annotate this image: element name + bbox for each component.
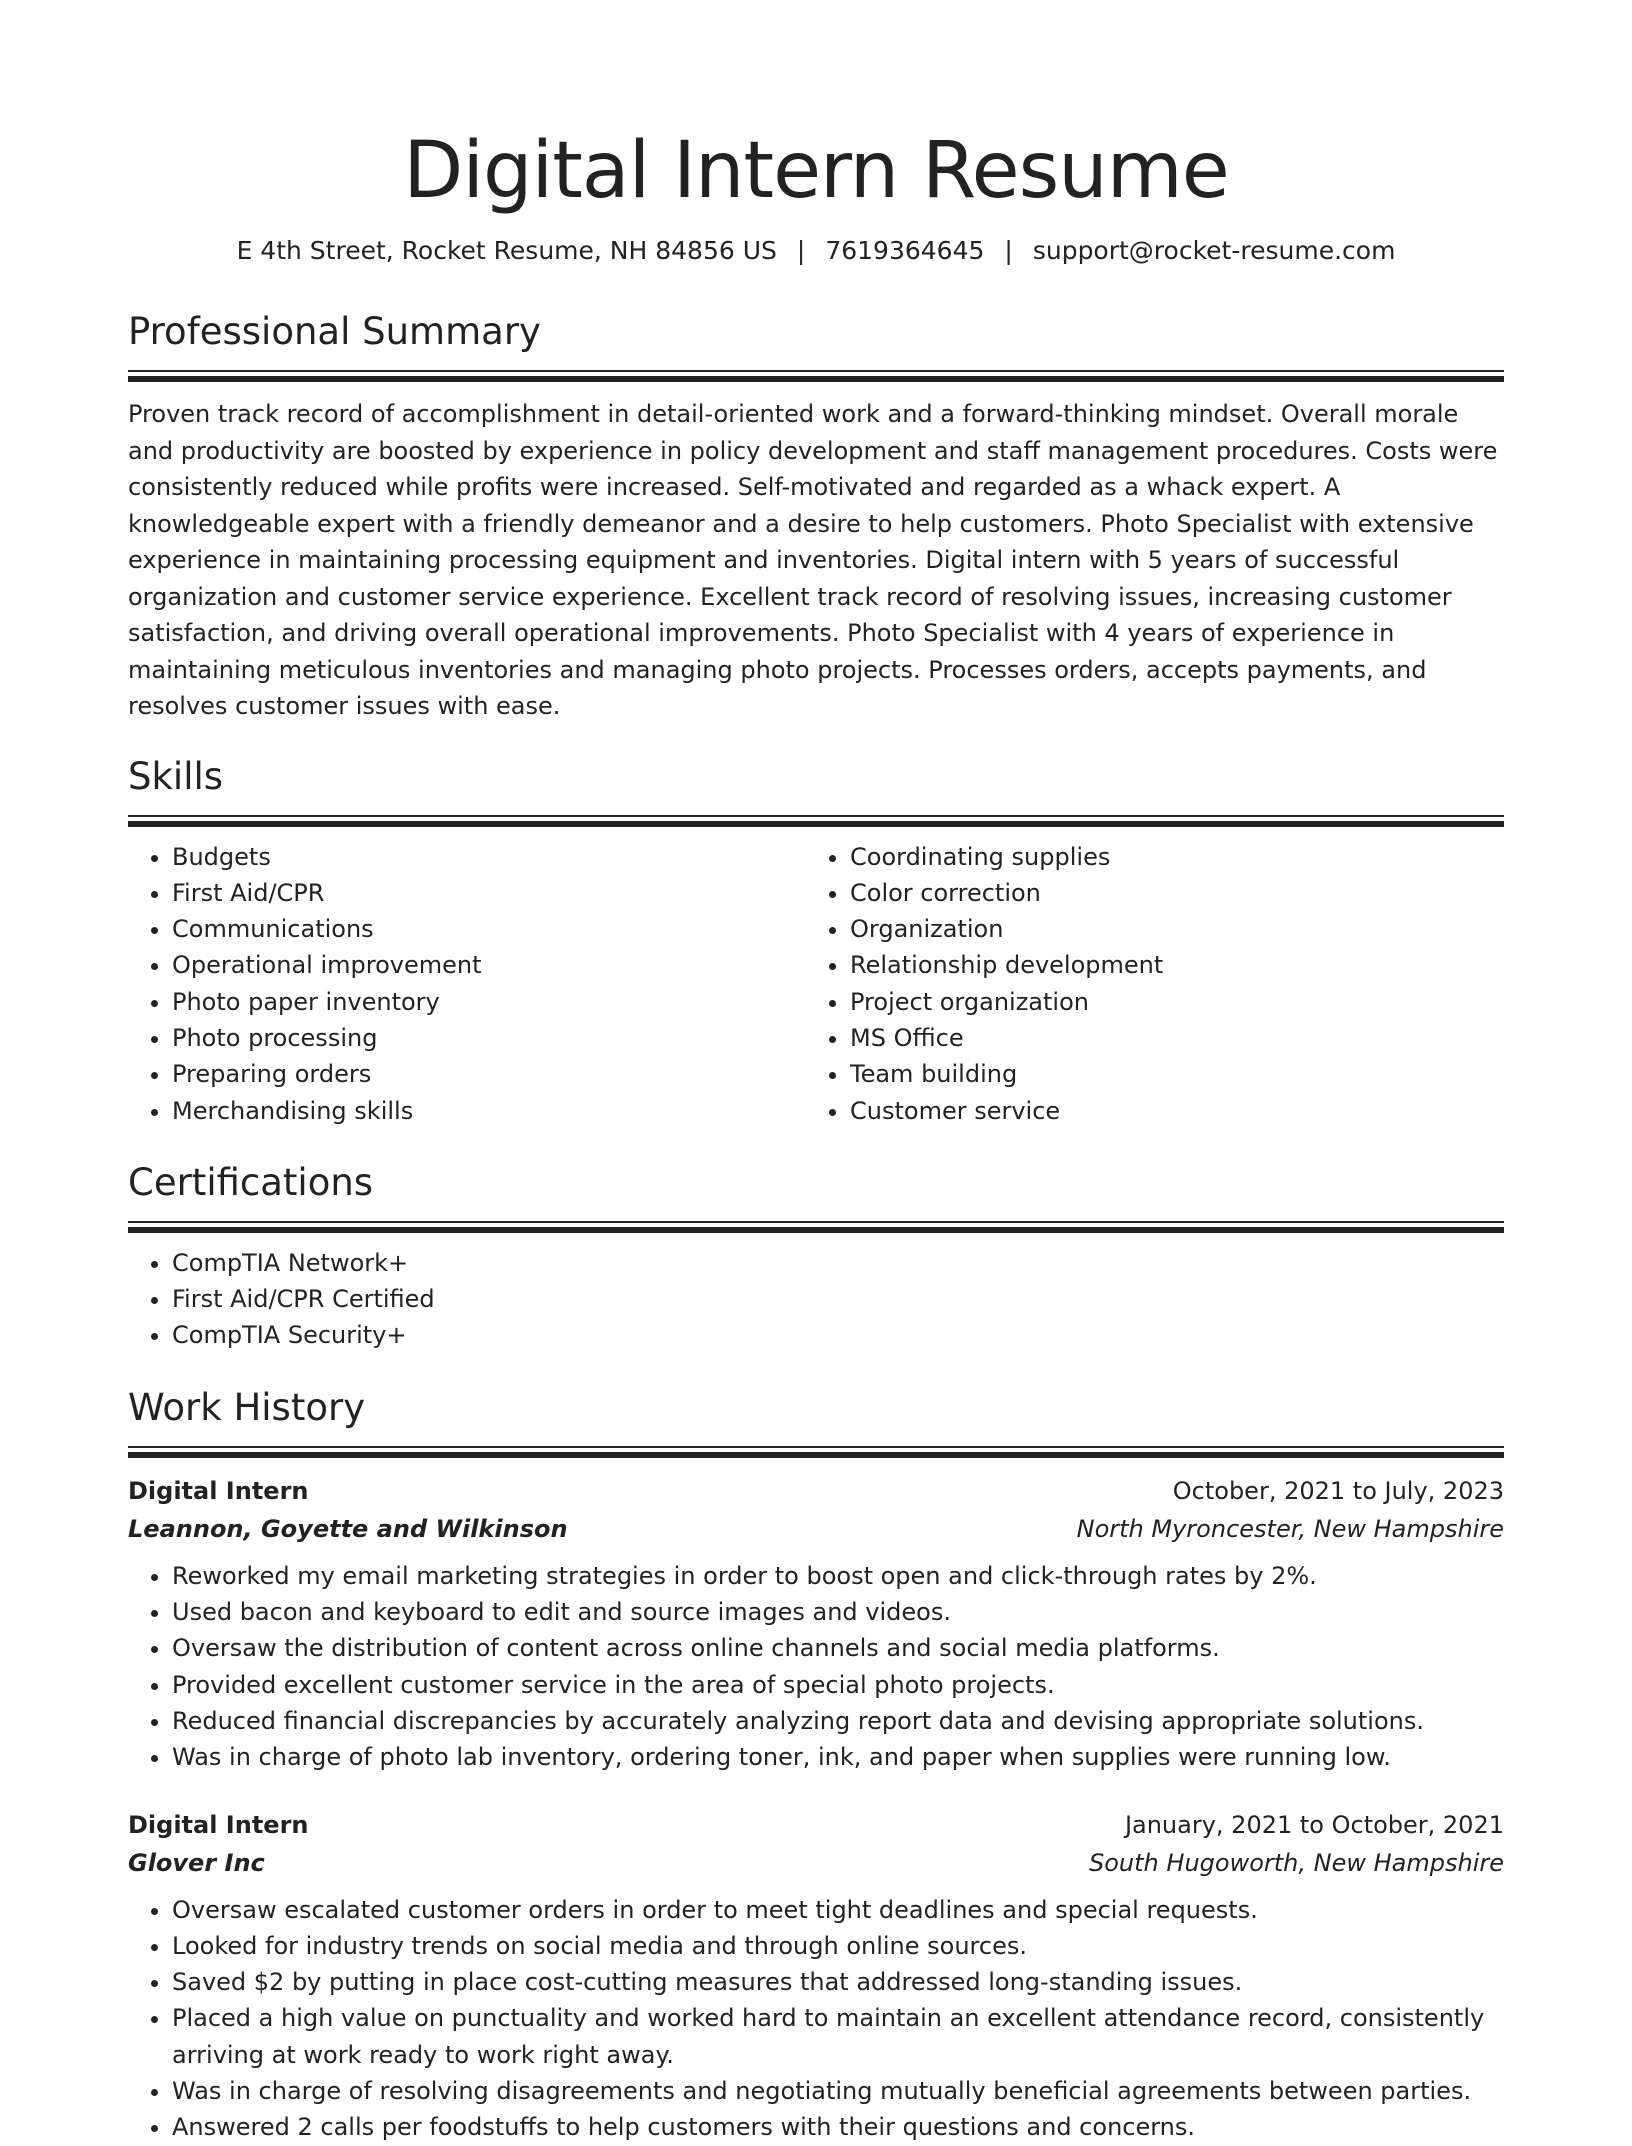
contact-separator: | xyxy=(1004,236,1013,265)
section-divider xyxy=(128,370,1504,382)
job-title: Digital Intern xyxy=(128,1476,309,1505)
job-duty: • Reworked my email marketing strategies in order to boost open and click-through rates by 2%. xyxy=(172,1558,1504,1594)
certifications-section xyxy=(128,1159,1504,1354)
contact-line xyxy=(128,234,1504,268)
skill-item: • MS Office xyxy=(850,1020,1484,1056)
skill-item: • Operational improvement xyxy=(172,947,806,983)
contact-separator: | xyxy=(796,236,806,265)
skill-item: • Merchandising skills xyxy=(172,1093,806,1129)
job-duty: • Answered 2 calls per foodstuffs to help customers with their questions and concerns. xyxy=(172,2109,1504,2145)
skills-list-left xyxy=(128,839,806,1129)
skill-item: • Team building xyxy=(850,1056,1484,1092)
job-entry xyxy=(128,1472,1504,1776)
job-location: South Hugoworth, New Hampshire xyxy=(1089,1848,1504,1877)
summary-section xyxy=(128,308,1504,725)
job-company: Glover Inc xyxy=(128,1848,265,1877)
job-header-row xyxy=(128,1806,1504,1844)
job-company-row xyxy=(128,1510,1504,1548)
skills-heading: Skills xyxy=(128,754,224,798)
job-duties-list xyxy=(128,1558,1504,1776)
resume-title: Digital Intern Resume xyxy=(403,126,1229,216)
work-history-section xyxy=(128,1384,1504,2146)
job-dates: January, 2021 to October, 2021 xyxy=(1124,1810,1504,1839)
skill-item: • Photo processing xyxy=(172,1020,806,1056)
job-duty: • Oversaw escalated customer orders in order to meet tight deadlines and special requests. xyxy=(172,1892,1504,1928)
certification-item: • CompTIA Network+ xyxy=(172,1245,1504,1281)
job-title: Digital Intern xyxy=(128,1810,309,1839)
certifications-list xyxy=(128,1245,1504,1354)
job-duty: • Looked for industry trends on social media and through online sources. xyxy=(172,1928,1504,1964)
skills-list-right xyxy=(806,839,1484,1129)
job-location: North Myroncester, New Hampshire xyxy=(1076,1514,1504,1543)
job-entry xyxy=(128,1806,1504,2146)
contact-address: E 4th Street, Rocket Resume, NH 84856 US xyxy=(236,236,777,265)
job-dates: October, 2021 to July, 2023 xyxy=(1172,1476,1504,1505)
certifications-heading: Certifications xyxy=(128,1160,374,1204)
certification-item: • First Aid/CPR Certified xyxy=(172,1281,1504,1317)
section-divider xyxy=(128,815,1504,827)
skill-item: • Photo paper inventory xyxy=(172,984,806,1020)
work-history-heading: Work History xyxy=(128,1385,366,1429)
contact-email[interactable]: support@rocket-resume.com xyxy=(1032,236,1396,265)
job-duty: • Was in charge of photo lab inventory, ordering toner, ink, and paper when supplies were running low. xyxy=(172,1739,1504,1775)
job-duty: • Reduced financial discrepancies by accurately analyzing report data and devising appropriate solutions. xyxy=(172,1703,1504,1739)
summary-heading: Professional Summary xyxy=(128,310,541,353)
section-divider xyxy=(128,1221,1504,1233)
section-divider xyxy=(128,1446,1504,1458)
skill-item: • Coordinating supplies xyxy=(850,839,1484,875)
job-duty: • Provided excellent customer service in the area of special photo projects. xyxy=(172,1667,1504,1703)
job-company-row xyxy=(128,1844,1504,1882)
skill-item: • Organization xyxy=(850,911,1484,947)
skill-item: • Relationship development xyxy=(850,947,1484,983)
skill-item: • Preparing orders xyxy=(172,1056,806,1092)
job-duty: • Saved $2 by putting in place cost-cutting measures that addressed long-standing issues. xyxy=(172,1964,1504,2000)
skill-item: • Project organization xyxy=(850,984,1484,1020)
skill-item: • Color correction xyxy=(850,875,1484,911)
job-duties-list xyxy=(128,1892,1504,2146)
job-duty: • Used bacon and keyboard to edit and source images and videos. xyxy=(172,1594,1504,1630)
job-header-row xyxy=(128,1472,1504,1510)
skill-item: • Budgets xyxy=(172,839,806,875)
job-duty: • Was in charge of resolving disagreements and negotiating mutually beneficial agreements between parties. xyxy=(172,2073,1504,2109)
skills-columns xyxy=(128,839,1504,1129)
resume-page xyxy=(128,0,1504,2146)
skill-item: • Communications xyxy=(172,911,806,947)
job-duty: • Oversaw the distribution of content across online channels and social media platforms. xyxy=(172,1630,1504,1666)
job-company: Leannon, Goyette and Wilkinson xyxy=(128,1514,568,1543)
job-duty: • Placed a high value on punctuality and worked hard to maintain an excellent attendance record, consistently arriving at work ready to work right away. xyxy=(172,2000,1504,2073)
skills-section xyxy=(128,753,1504,1129)
contact-phone: 7619364645 xyxy=(825,236,985,265)
skill-item: • Customer service xyxy=(850,1093,1484,1129)
summary-text: Proven track record of accomplishment in detail-oriented work and a forward-thinking mindset. Overall morale and productivity are boosted by experience in policy development and staff management procedures. Costs were consistently reduced while profits were increased. Self-motivated and regarded as a whack expert. A knowledgeable expert with a friendly demeanor and a desire to help customers. Photo Specialist with extensive experience in maintaining processing equipment and inventories. Digital intern with 5 years of successful organization and customer service experience. Excellent track record of resolving issues, increasing customer satisfaction, and driving overall operational improvements. Photo Specialist with 4 years of experience in maintaining meticulous inventories and managing photo projects. Processes orders, accepts payments, and resolves customer issues with ease. xyxy=(128,400,1498,720)
skill-item: • First Aid/CPR xyxy=(172,875,806,911)
certification-item: • CompTIA Security+ xyxy=(172,1317,1504,1353)
